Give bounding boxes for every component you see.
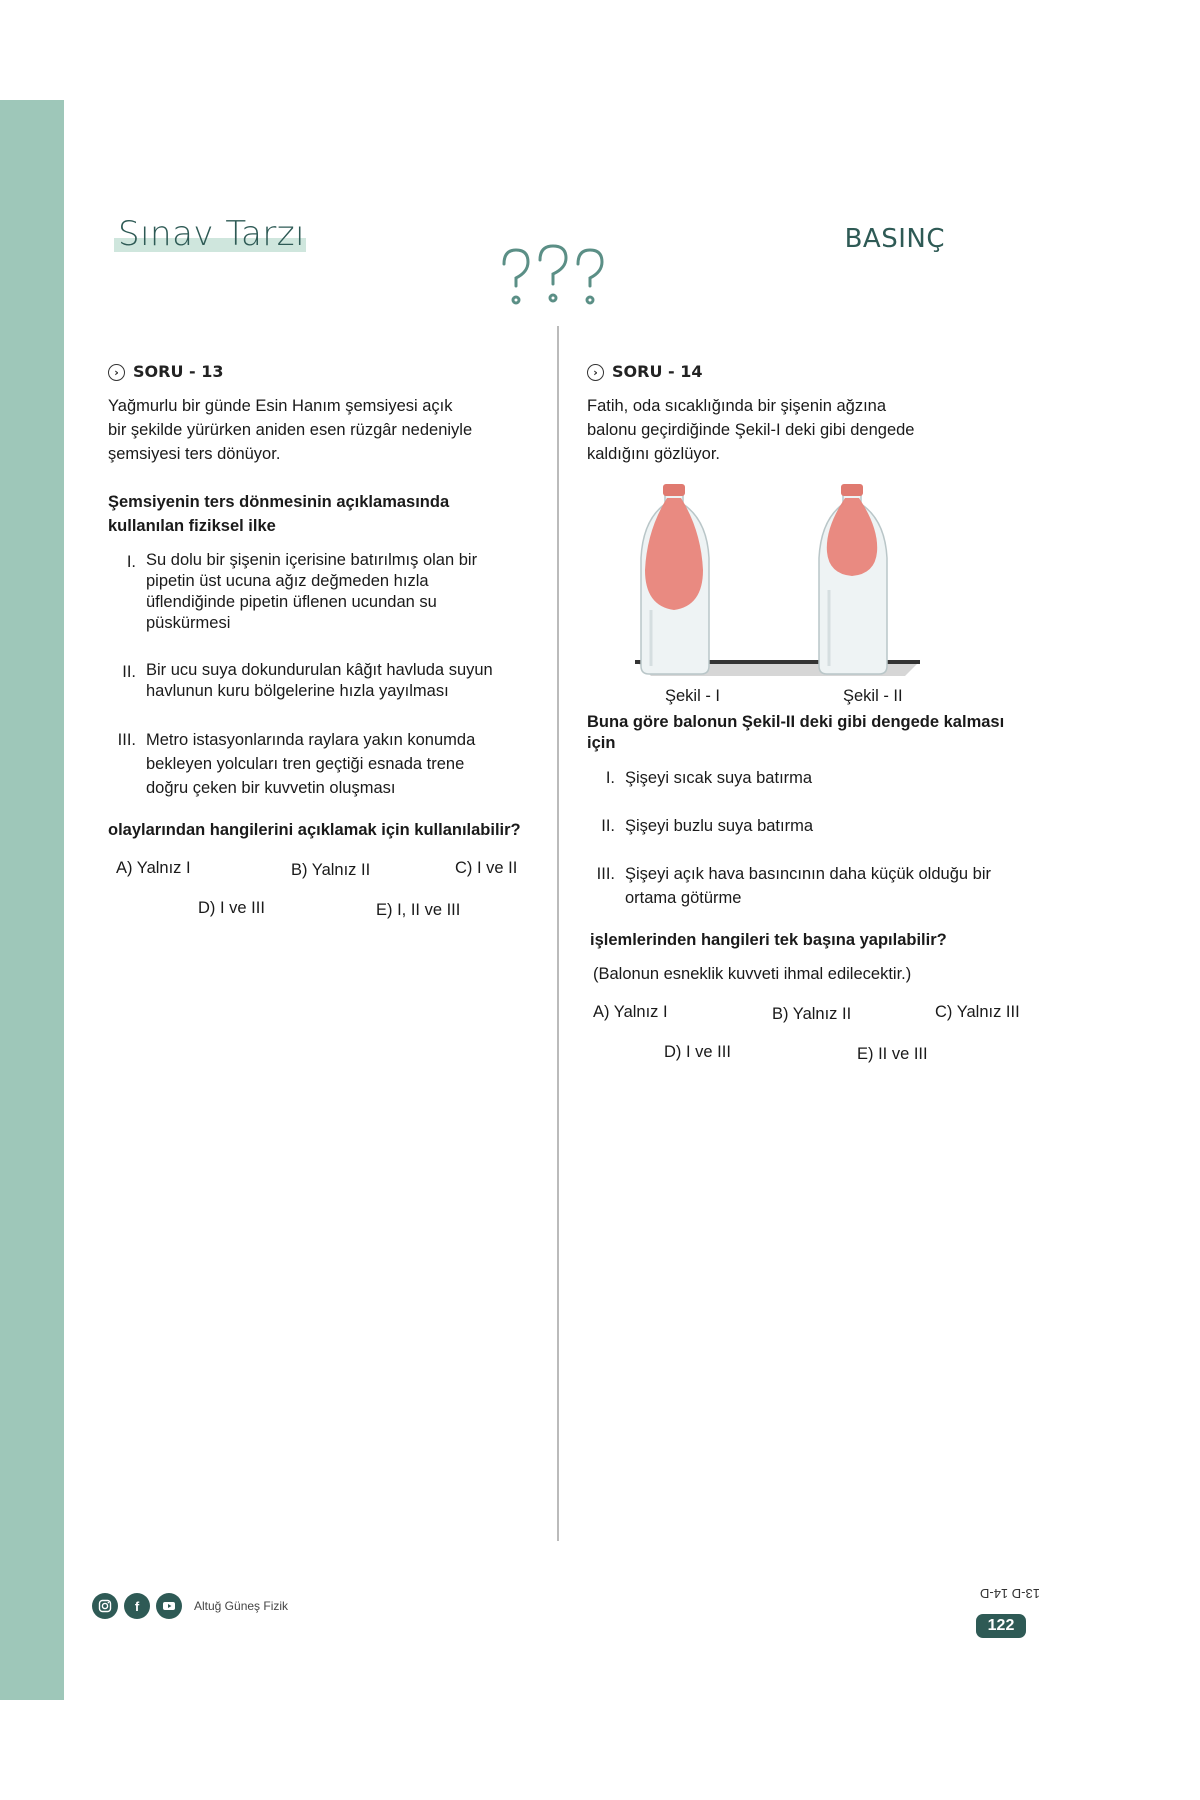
section-title: Sınav Tarzı [118,214,306,254]
q14-intro-line: balonu geçirdiğinde Şekil-I deki gibi dengede [587,421,915,439]
question-14 [587,360,1037,1084]
q13-intro-line: Yağmurlu bir günde Esin Hanım şemsiyesi açık [108,397,453,415]
figure-label-1: Şekil - I [665,687,721,705]
q13-option-b[interactable]: B) Yalnız II [291,861,371,879]
q14-note: (Balonun esneklik kuvveti ihmal edilecektir.) [593,965,912,983]
question-13-header [108,360,548,384]
q13-prompt-line: Şemsiyenin ters dönmesinin açıklamasında [108,493,450,511]
bottle-2 [819,484,887,674]
q14-intro-line: kaldığını gözlüyor. [587,445,720,463]
q13-option-e[interactable]: E) I, II ve III [376,901,461,919]
q14-prompt-line: Buna göre balonun Şekil-II deki gibi dengede kalması [587,713,1005,731]
q13-option-d[interactable]: D) I ve III [198,899,265,917]
page-number: 122 [976,1614,1026,1638]
question-13 [108,360,548,940]
q13-option-a[interactable]: A) Yalnız I [116,859,191,877]
balloon-2 [827,498,877,576]
bottle-figure [587,480,1027,705]
q13-statement-1: I. Su dolu bir şişenin içerisine batırılmış olan bir pipetin üst ucuna ağız değmeden hızla üflendiğinde pipetin üflenen ucundan su püskürmesi [126,551,478,632]
facebook-icon[interactable]: f [124,1593,150,1619]
bottle-1-cap [663,484,685,496]
bottle-2-cap [841,484,863,496]
answer-key: 13-D 14-D [980,1586,1040,1601]
q13-option-c[interactable]: C) I ve II [455,859,518,877]
instagram-icon[interactable] [92,1593,118,1619]
q14-options [587,1000,1037,1084]
side-color-bar [0,100,64,1700]
q13-statement-3: III. Metro istasyonlarında raylara yakın konumda bekleyen yolcuları tren geçtiği esnada trene doğru çeken bir kuvvetin oluşması [117,731,476,797]
topic-title: BASINÇ [844,224,945,254]
q13-prompt-line: kullanılan fiziksel ilke [108,517,276,535]
q14-option-e[interactable]: E) II ve III [857,1045,928,1063]
q13-intro-line: bir şekilde yürürken aniden esen rüzgâr nedeniyle [108,421,473,439]
question-13-label: SORU - 13 [133,362,224,381]
q14-statement-1: I. Şişeyi sıcak suya batırma [605,769,813,787]
youtube-icon[interactable] [156,1593,182,1619]
chevron-right-icon: › [108,364,125,381]
q14-intro-line: Fatih, oda sıcaklığında bir şişenin ağzına [587,397,887,415]
bottle-1 [641,484,709,674]
q14-prompt-line: için [587,734,616,752]
q14-option-c[interactable]: C) Yalnız III [935,1003,1020,1021]
social-links [92,1593,288,1619]
q14-statement-2: II. Şişeyi buzlu suya batırma [601,817,814,835]
question-14-label: SORU - 14 [612,362,703,381]
question-14-header [587,360,1037,384]
q14-question: işlemlerinden hangileri tek başına yapılabilir? [590,931,947,949]
question-marks-icon [498,244,608,310]
chevron-right-icon: › [587,364,604,381]
column-divider [557,326,559,1541]
bottles-illustration [587,480,1027,680]
q14-option-d[interactable]: D) I ve III [664,1043,731,1061]
q13-statement-2: II. Bir ucu suya dokundurulan kâğıt havluda suyun havlunun kuru bölgelerine hızla yayılması [122,661,493,700]
q14-statement-3: III. Şişeyi açık hava basıncının daha küçük olduğu bir ortama götürme [596,865,991,907]
q13-question: olaylarından hangilerini açıklamak için kullanılabilir? [108,821,521,839]
footer-brand: Altuğ Güneş Fizik [194,1599,289,1613]
q13-options [108,856,548,940]
q14-option-b[interactable]: B) Yalnız II [772,1005,852,1023]
figure-label-2: Şekil - II [843,687,903,705]
q14-option-a[interactable]: A) Yalnız I [593,1003,668,1021]
q13-intro-line: şemsiyesi ters dönüyor. [108,445,281,463]
